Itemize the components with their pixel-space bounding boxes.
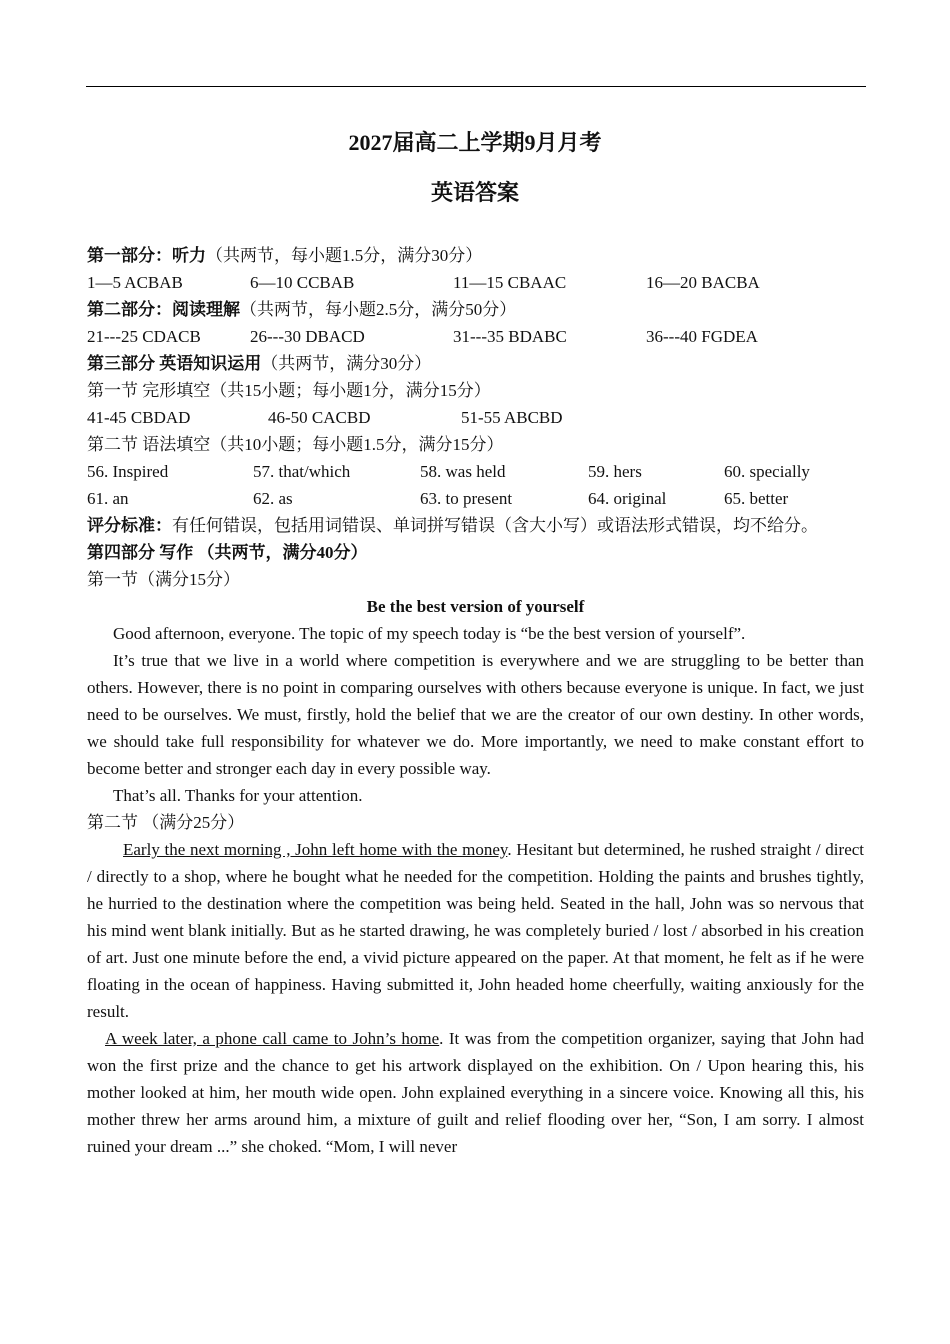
scoring-criteria: 评分标准：有任何错误，包括用词错误、单词拼写错误（含大小写）或语法形式错误，均不给分。: [87, 516, 818, 535]
answer-group: 6—10 CCBAB: [250, 273, 355, 292]
answer-group: 51-55 ABCBD: [461, 408, 563, 427]
part3-heading: 第三部分 英语知识运用（共两节，满分30分）: [87, 354, 432, 373]
grammar-answers-row1: [87, 458, 864, 485]
essay-paragraph: Good afternoon, everyone. The topic of my speech today is “be the best version of yourself”.: [113, 624, 746, 643]
part3-section2: 第二节 语法填空（共10小题；每小题1.5分，满分15分）: [87, 435, 504, 454]
part4-heading: 第四部分 写作 （共两节，满分40分）: [87, 543, 368, 562]
grammar-answer: 59. hers: [588, 462, 642, 481]
grammar-answer: 61. an: [87, 489, 129, 508]
grammar-answer: 63. to present: [420, 489, 513, 508]
part1-answers: [87, 269, 864, 296]
part2-answers: [87, 323, 864, 350]
grammar-answer: 62. as: [253, 489, 293, 508]
top-rule: [86, 86, 866, 87]
page-title: 2027届高二上学期9月月考: [348, 130, 602, 155]
story-paragraph: A week later, a phone call came to John’s home. It was from the competition organizer, saying that John had won the first prize and the chance to get his artwork displayed on the exhibition. On / Upon hearing this, his mother looked at him, her mouth wide open. John explained everything in a sincere voice. Knowing all this, his mother threw her arms around him, a mixture of guilt and relief flooding over her, “Son, I am sorry. I almost ruined your dream ...” she choked. “Mom, I will never: [87, 1029, 864, 1156]
grammar-answer: 58. was held: [420, 462, 506, 481]
part4-section1: 第一节（满分15分）: [87, 570, 240, 589]
answer-group: 36---40 FGDEA: [646, 327, 758, 346]
part4-section2: 第二节 （满分25分）: [87, 813, 245, 832]
answer-group: 21---25 CDACB: [87, 327, 201, 346]
page-subtitle: 英语答案: [430, 180, 519, 205]
essay-paragraph: It’s true that we live in a world where competition is everywhere and we are struggling to be better than others. However, there is no point in comparing ourselves with others because everyone is unique. In fact, we just need to be ourselves. We must, firstly, hold the belief that we are the creator of our own destiny. In other words, we should take full responsibility for whatever we do. More importantly, we need to make constant effort to become better and stronger each day in every possible way.: [87, 651, 864, 778]
part3-section1: 第一节 完形填空（共15小题；每小题1分，满分15分）: [87, 381, 491, 400]
story-paragraph: Early the next morning , John left home with the money. Hesitant but determined, he rushed straight / direct / directly to a shop, where he bought what he needed for the competition. Holding the paints and brushes tightly, he hurried to the destination where the competition was being held. Seated in the hall, John was so nervous that his mind went blank initially. But as he started drawing, he was completely buried / lost / absorbed in his creation of art. Just one minute before the end, a vivid picture appeared on the paper. At that moment, he felt as if he were floating in the ocean of happiness. Having submitted it, John headed home cheerfully, waiting anxiously for the result.: [87, 840, 865, 1021]
answer-group: 31---35 BDABC: [453, 327, 567, 346]
part2-heading: 第二部分：阅读理解（共两节，每小题2.5分，满分50分）: [87, 300, 517, 319]
answer-group: 16—20 BACBA: [646, 273, 760, 292]
answer-group: 46-50 CACBD: [268, 408, 371, 427]
cloze-answers: [87, 404, 864, 431]
story-lead-sentence: Early the next morning , John left home with the money: [123, 840, 508, 859]
grammar-answer: 65. better: [724, 489, 789, 508]
part1-heading: 第一部分：听力（共两节，每小题1.5分，满分30分）: [87, 246, 483, 265]
answer-content: [87, 242, 864, 1160]
story-lead-sentence: A week later, a phone call came to John’s home: [105, 1029, 440, 1048]
answer-group: 26---30 DBACD: [250, 327, 365, 346]
essay-paragraph: That’s all. Thanks for your attention.: [113, 786, 363, 805]
grammar-answer: 57. that/which: [253, 462, 351, 481]
grammar-answers-row2: [87, 485, 864, 512]
grammar-answer: 60. specially: [724, 462, 810, 481]
answer-group: 41-45 CBDAD: [87, 408, 191, 427]
grammar-answer: 64. original: [588, 489, 667, 508]
answer-group: 1—5 ACBAB: [87, 273, 183, 292]
grammar-answer: 56. Inspired: [87, 462, 169, 481]
answer-group: 11—15 CBAAC: [453, 273, 567, 292]
essay-title: Be the best version of yourself: [366, 597, 585, 616]
